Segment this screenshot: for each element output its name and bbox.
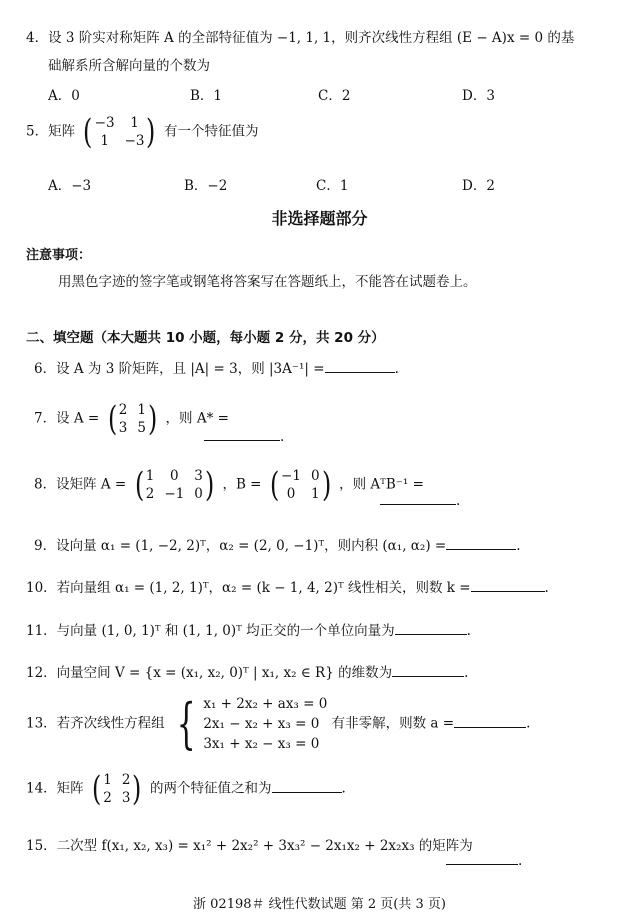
answer-blank	[446, 852, 518, 865]
answer-blank	[471, 579, 545, 592]
q4-option-a: A．0	[48, 88, 80, 104]
section-title: 非选择题部分	[271, 209, 368, 228]
matrix-entry: 2	[121, 772, 131, 788]
answer-blank	[204, 428, 280, 441]
matrix-entry: 1	[100, 133, 109, 149]
matrix-entry: 2	[145, 486, 155, 502]
matrix-entry: 3	[194, 468, 203, 484]
matrix-entry: 5	[137, 420, 146, 436]
q14-matrix: ( 1 2 2 3 )	[91, 769, 142, 809]
part-2-title: 二、填空题（本大题共 10 小题，每小题 2 分，共 20 分）	[26, 330, 385, 346]
question-13	[26, 694, 530, 754]
question-14	[26, 769, 346, 809]
answer-blank	[446, 537, 516, 550]
q10-end: .	[544, 580, 549, 596]
equation: 2x₁ − x₂ + x₃ = 0	[203, 716, 320, 732]
question-10	[26, 576, 549, 596]
q13-end: .	[526, 715, 531, 732]
q7-answer	[204, 428, 284, 445]
page-footer: 浙 02198＃ 线性代数试题 第 2 页(共 3 页)	[193, 897, 446, 912]
q5-prefix: 5．矩阵	[26, 123, 76, 140]
q8-mid: ，B =	[222, 476, 262, 493]
q13-suffix: 有非零解，则数 a =	[331, 715, 455, 732]
q4-option-d: D．3	[462, 88, 495, 104]
q4-option-c: C．2	[318, 88, 351, 104]
question-7	[34, 399, 229, 439]
q8-prefix: 8．设矩阵 A =	[34, 476, 127, 493]
q6-end: .	[394, 361, 399, 377]
q7-suffix: ，则 A* =	[165, 410, 229, 427]
q4-option-b: B．1	[190, 88, 223, 104]
answer-blank	[454, 715, 526, 728]
q9-end: .	[516, 538, 521, 554]
q5-option-d: D．2	[462, 178, 495, 194]
q8-matrix-b: ( −1 0 0 1 )	[269, 465, 331, 505]
matrix-entry: 1	[103, 772, 112, 788]
answer-blank	[325, 360, 395, 373]
q11-end: .	[466, 623, 471, 639]
matrix-entry: 2	[103, 790, 112, 806]
q14-suffix: 的两个特征值之和为	[150, 780, 272, 797]
question-5	[26, 112, 259, 152]
question-8	[34, 465, 424, 505]
notes-body: 用黑色字迹的签字笔或钢笔将答案写在答题纸上，不能答在试题卷上。	[58, 274, 477, 290]
q9-text: 9．设向量 α₁ = (1, −2, 2)ᵀ，α₂ = (2, 0, −1)ᵀ，则内积 (α₁, α₂) =	[34, 538, 447, 554]
answer-blank	[395, 622, 467, 635]
answer-blank	[272, 780, 342, 793]
q5-option-a: A．−3	[48, 178, 92, 194]
q5-option-c: C．1	[316, 178, 349, 194]
q13-equation-system: { x₁ + 2x₂ + ax₃ = 0 2x₁ − x₂ + x₃ = 0 3x₁ + x₂ − x₃ = 0	[176, 692, 328, 755]
q8-matrix-a: ( 1 0 3 2 −1 0 )	[134, 465, 215, 505]
matrix-entry: 0	[170, 468, 179, 484]
q5-suffix: 有一个特征值为	[164, 123, 259, 140]
question-11	[26, 619, 471, 639]
q8-answer	[380, 492, 460, 509]
matrix-entry: 3	[118, 420, 128, 436]
q11-text: 11．与向量 (1, 0, 1)ᵀ 和 (1, 1, 0)ᵀ 均正交的一个单位向量为	[26, 623, 395, 639]
question-15: 15．二次型 f(x₁, x₂, x₃) = x₁² + 2x₂² + 3x₃² − 2x₁x₂ + 2x₂x₃ 的矩阵为	[26, 838, 473, 854]
equation: 3x₁ + x₂ − x₃ = 0	[203, 736, 320, 752]
q10-text: 10．若向量组 α₁ = (1, 2, 1)ᵀ，α₂ = (k − 1, 4, 2)ᵀ 线性相关，则数 k =	[26, 580, 471, 596]
q7-prefix: 7．设 A =	[34, 410, 100, 427]
matrix-entry: 1	[137, 402, 146, 418]
answer-blank	[380, 492, 456, 505]
matrix-entry: −1	[164, 486, 185, 502]
answer-blank	[392, 664, 464, 677]
notes-title: 注意事项：	[26, 248, 92, 263]
q7-end: .	[280, 429, 285, 445]
question-4-line-1: 4．设 3 阶实对称矩阵 A 的全部特征值为 −1, 1, 1，则齐次线性方程组 (E − A)x = 0 的基	[26, 30, 575, 46]
equation: x₁ + 2x₂ + ax₃ = 0	[203, 696, 328, 712]
matrix-entry: 3	[121, 790, 131, 806]
question-4-line-2: 础解系所含解向量的个数为	[48, 58, 210, 74]
q15-answer	[446, 852, 522, 869]
matrix-entry: 1	[130, 115, 139, 131]
q15-end: .	[518, 853, 523, 869]
matrix-entry: −3	[94, 115, 115, 131]
matrix-entry: 1	[310, 486, 320, 502]
q7-matrix: ( 2 1 3 5 )	[107, 399, 158, 439]
q5-matrix: ( −3 1 1 −3 )	[83, 112, 156, 152]
q8-suffix: ，则 AᵀB⁻¹ =	[339, 476, 424, 493]
question-9	[34, 534, 520, 554]
q6-text: 6．设 A 为 3 阶矩阵，且 |A| = 3，则 |3A⁻¹| =	[34, 361, 325, 377]
matrix-entry: 1	[145, 468, 155, 484]
matrix-entry: −1	[281, 468, 301, 484]
q14-prefix: 14．矩阵	[26, 780, 84, 797]
q12-text: 12．向量空间 V = {x = (x₁, x₂, 0)ᵀ | x₁, x₂ ∈ R} 的维数为	[26, 665, 393, 681]
question-12	[26, 661, 468, 681]
matrix-entry: 0	[194, 486, 203, 502]
q13-prefix: 13．若齐次线性方程组	[26, 715, 165, 732]
q5-option-b: B．−2	[184, 178, 228, 194]
matrix-entry: 0	[286, 486, 296, 502]
matrix-entry: 2	[118, 402, 128, 418]
matrix-entry: −3	[124, 133, 145, 149]
question-6	[34, 357, 399, 377]
q14-end: .	[341, 780, 346, 797]
matrix-entry: 0	[310, 468, 320, 484]
q8-end: .	[456, 493, 461, 509]
q12-end: .	[464, 665, 469, 681]
